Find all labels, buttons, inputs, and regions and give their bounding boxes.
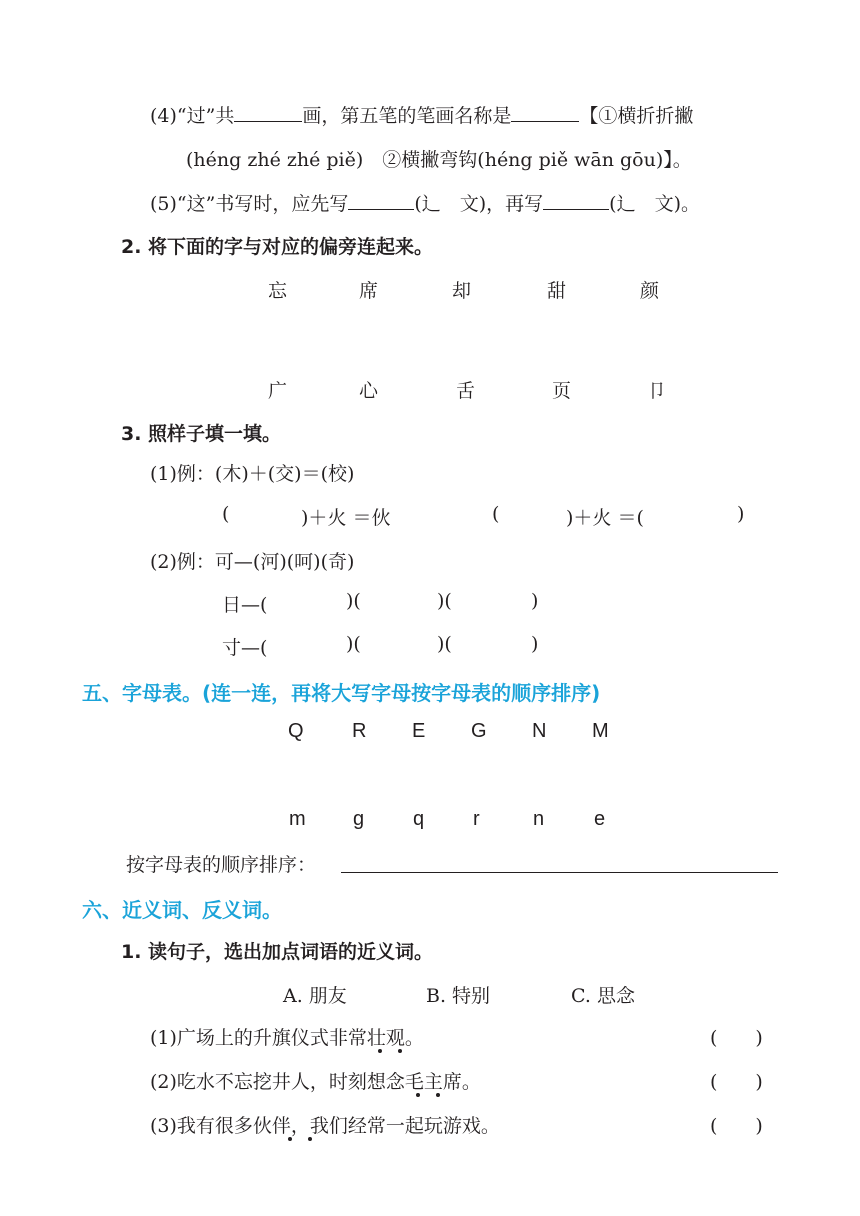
answer-blank-stroke-count[interactable] [234, 103, 302, 122]
answer-blank-first-part[interactable] [348, 191, 414, 210]
item-5-text-b: (辶 文)，再写 [414, 193, 544, 215]
radical-item[interactable]: 舌 [456, 380, 476, 402]
item-4-text-c: 【①横折折撇 [579, 105, 694, 127]
item-5-text-a: (5)“这”书写时，应先写 [150, 193, 349, 215]
answer-blank-stroke-name[interactable] [511, 103, 579, 122]
emphasis-dot [308, 1137, 312, 1141]
sentence-2: (2)吃水不忘挖井人，时刻想念毛主席。 [150, 1071, 481, 1093]
question-3-title: 3. 照样子填一填。 [121, 423, 282, 445]
emphasis-dot [436, 1093, 440, 1097]
char-item[interactable]: 却 [452, 280, 472, 302]
answer-bracket-1[interactable]: ( ) [710, 1027, 763, 1049]
sentence-3: (3)我有很多伙伴，我们经常一起玩游戏。 [150, 1115, 500, 1137]
option-a: A. 朋友 [283, 985, 347, 1007]
fill-row-3-mid: )( [437, 633, 452, 655]
radical-item[interactable]: 广 [268, 380, 288, 402]
item-4-text-a: (4)“过”共 [150, 105, 235, 127]
question-2-title: 2. 将下面的字与对应的偏旁连起来。 [121, 236, 434, 258]
uppercase-letter[interactable]: G [471, 720, 487, 742]
fill-row-3-end: ) [531, 633, 539, 655]
char-item[interactable]: 颜 [640, 280, 660, 302]
item-5-text-c: (辶 文)。 [609, 193, 700, 215]
fill-row-1b-end: ) [737, 503, 745, 525]
order-label: 按字母表的顺序排序： [126, 854, 317, 876]
lowercase-letter[interactable]: g [353, 808, 365, 830]
example-1: (1)例：(木)＋(交)＝(校) [150, 463, 355, 485]
uppercase-letter[interactable]: M [592, 720, 609, 742]
item-4-options: (héng zhé zhé piě) ②横撇弯钩(héng piě wān gōu)】。 [186, 149, 692, 171]
lowercase-letter[interactable]: m [289, 808, 306, 830]
radical-item[interactable]: 心 [359, 380, 379, 402]
fill-row-3-lead: 寸—( [222, 637, 268, 659]
uppercase-letter[interactable]: R [352, 720, 367, 742]
section-6-title: 六、近义词、反义词。 [82, 898, 282, 922]
emphasis-dot [398, 1049, 402, 1053]
example-2: (2)例：可—(河)(呵)(奇) [150, 551, 355, 573]
uppercase-letter[interactable]: N [532, 720, 547, 742]
answer-slot[interactable] [672, 503, 734, 525]
char-item[interactable]: 忘 [268, 280, 288, 302]
fill-row-2-mid: )( [346, 590, 361, 612]
answer-bracket-2[interactable]: ( ) [710, 1071, 763, 1093]
section-5-title: 五、字母表。(连一连，再将大写字母按字母表的顺序排序) [82, 681, 601, 705]
answer-slot[interactable] [506, 503, 564, 525]
order-answer-line[interactable] [341, 872, 778, 873]
lowercase-letter[interactable]: n [533, 808, 545, 830]
fill-row-1a-close: )＋火 ＝伙 [301, 507, 391, 529]
option-b: B. 特别 [426, 985, 491, 1007]
fill-row-2-lead: 日—( [222, 594, 268, 616]
emphasis-dot [416, 1093, 420, 1097]
emphasis-dot [378, 1049, 382, 1053]
char-item[interactable]: 席 [359, 280, 379, 302]
uppercase-letter[interactable]: Q [288, 720, 304, 742]
lowercase-letter[interactable]: r [473, 808, 480, 830]
radical-item[interactable]: 页 [552, 380, 572, 402]
fill-row-1a-open: ( [222, 503, 230, 525]
char-item[interactable]: 甜 [547, 280, 567, 302]
fill-row-3-mid: )( [346, 633, 361, 655]
emphasis-dot [288, 1137, 292, 1141]
answer-slot[interactable] [236, 503, 300, 525]
uppercase-letter[interactable]: E [412, 720, 426, 742]
item-4-line [150, 101, 693, 128]
option-c: C. 思念 [571, 985, 635, 1007]
item-5-line [150, 189, 700, 216]
radical-item[interactable]: 卩 [647, 380, 667, 402]
fill-row-2-end: ) [531, 590, 539, 612]
sentence-1: (1)广场上的升旗仪式非常壮观。 [150, 1027, 424, 1049]
fill-row-1b-close: )＋火 ＝( [566, 507, 644, 529]
item-4-text-b: 画，第五笔的笔画名称是 [302, 105, 512, 127]
lowercase-letter[interactable]: e [594, 808, 606, 830]
fill-row-1b-open: ( [492, 503, 500, 525]
lowercase-letter[interactable]: q [413, 808, 425, 830]
fill-row-2-mid: )( [437, 590, 452, 612]
answer-blank-second-part[interactable] [543, 191, 609, 210]
answer-bracket-3[interactable]: ( ) [710, 1115, 763, 1137]
section-6-q1-title: 1. 读句子，选出加点词语的近义词。 [121, 941, 434, 963]
